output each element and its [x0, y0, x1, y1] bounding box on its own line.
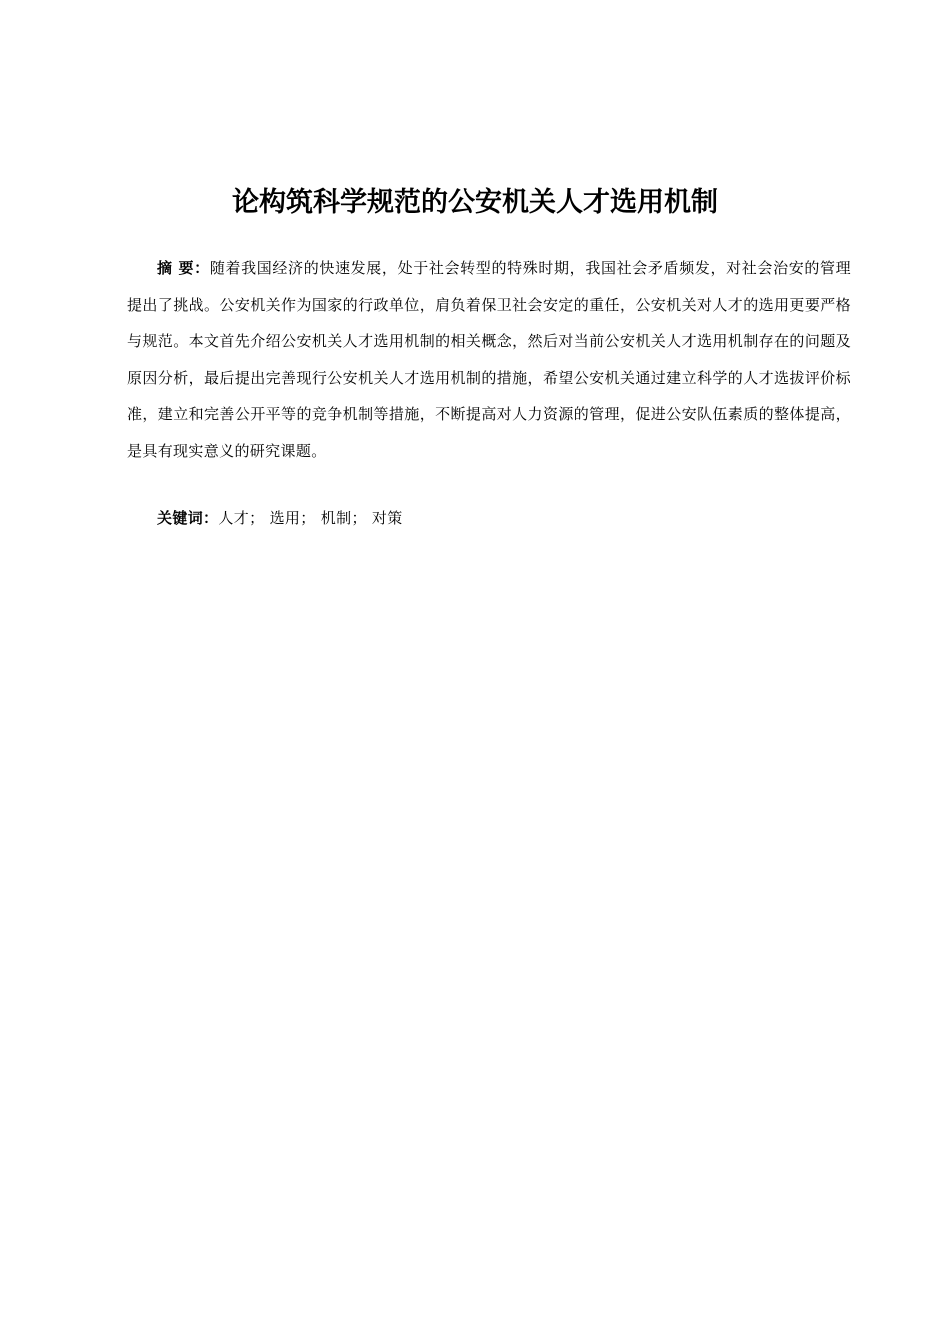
keywords-line — [157, 503, 403, 533]
abstract-paragraph — [127, 250, 851, 470]
abstract-label: 摘 要： — [157, 259, 210, 277]
abstract-text: 随着我国经济的快速发展，处于社会转型的特殊时期，我国社会矛盾频发，对社会治安的管理提出了挑战。公安机关作为国家的行政单位，肩负着保卫社会安定的重任，公安机关对人才的选用更要严格与规范。本文首先介绍公安机关人才选用机制的相关概念，然后对当前公安机关人才选用机制存在的问题及原因分析，最后提出完善现行公安机关人才选用机制的措施，希望公安机关通过建立科学的人才选拔评价标准，建立和完善公开平等的竞争机制等措施，不断提高对人力资源的管理，促进公安队伍素质的整体提高，是具有现实意义的研究课题。 — [127, 259, 851, 460]
keywords-label: 关键词： — [157, 509, 219, 527]
keywords-text: 人才； 选用； 机制； 对策 — [218, 509, 403, 527]
paper-title: 论构筑科学规范的公安机关人才选用机制 — [232, 187, 718, 218]
